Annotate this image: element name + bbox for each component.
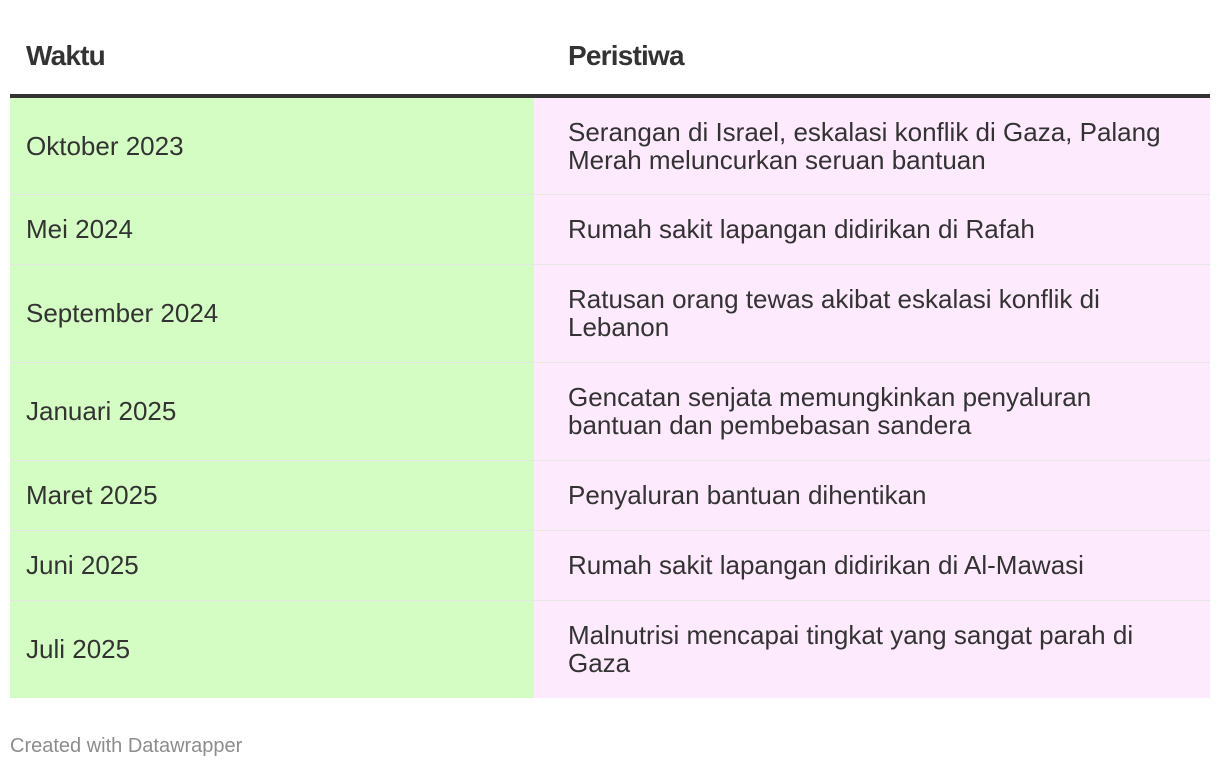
table-row: [10, 460, 1210, 530]
time-cell: Juli 2025: [10, 600, 534, 698]
time-cell: Oktober 2023: [10, 96, 534, 194]
header-event: Peristiwa: [534, 0, 1210, 96]
event-cell: Malnutrisi mencapai tingkat yang sangat parah di Gaza: [534, 600, 1210, 698]
table-row: [10, 264, 1210, 362]
event-cell: Gencatan senjata memungkinkan penyaluran bantuan dan pembebasan sandera: [534, 362, 1210, 460]
datawrapper-credit[interactable]: Created with Datawrapper: [10, 735, 243, 757]
time-cell: Januari 2025: [10, 362, 534, 460]
event-cell: Ratusan orang tewas akibat eskalasi konflik di Lebanon: [534, 264, 1210, 362]
table-header-row: [10, 0, 1210, 96]
timeline-table: [10, 0, 1210, 698]
header-time: Waktu: [10, 0, 534, 96]
event-cell: Serangan di Israel, eskalasi konflik di Gaza, Palang Merah meluncurkan seruan bantuan: [534, 96, 1210, 194]
table-row: [10, 362, 1210, 460]
event-cell: Rumah sakit lapangan didirikan di Al-Mawasi: [534, 530, 1210, 600]
table-row: [10, 600, 1210, 698]
table-row: [10, 96, 1210, 194]
timeline-table-grid: [10, 0, 1210, 698]
time-cell: Maret 2025: [10, 460, 534, 530]
time-cell: Juni 2025: [10, 530, 534, 600]
time-cell: Mei 2024: [10, 194, 534, 264]
event-cell: Rumah sakit lapangan didirikan di Rafah: [534, 194, 1210, 264]
table-row: [10, 194, 1210, 264]
event-cell: Penyaluran bantuan dihentikan: [534, 460, 1210, 530]
table-row: [10, 530, 1210, 600]
time-cell: September 2024: [10, 264, 534, 362]
